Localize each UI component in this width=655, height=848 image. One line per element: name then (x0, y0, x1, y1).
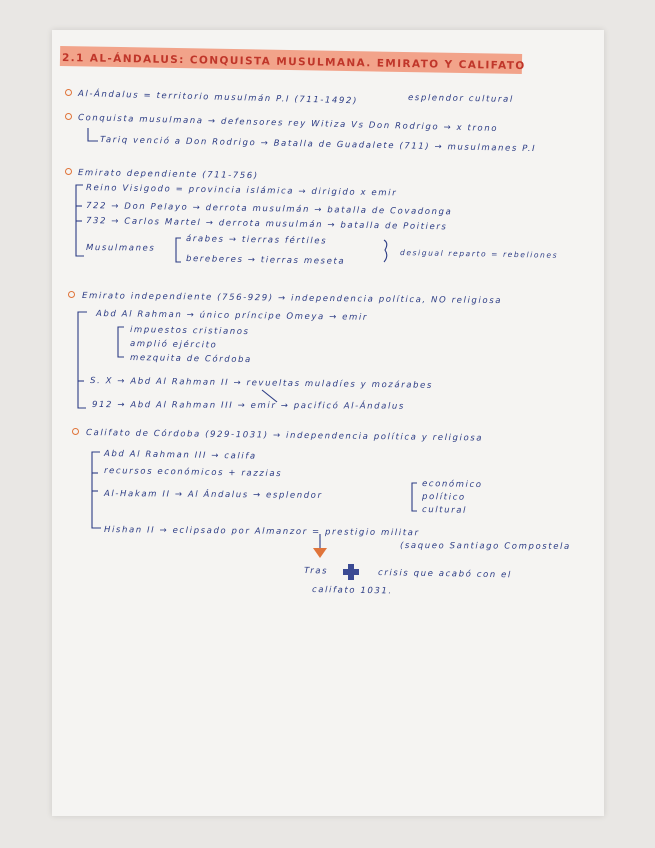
line-722: 722 → Don Pelayo → derrota musulmán → batalla de Covadonga (85, 201, 453, 218)
line-tariq: Tariq venció a Don Rodrigo → Batalla de Guadalete (711) → musulmanes P.I (99, 135, 537, 155)
section-emirato-independiente: Emirato independiente (756-929) → independencia política, NO religiosa (81, 291, 503, 307)
line-912: 912 → Abd Al Rahman III → emir → pacificó Al-Ándalus (91, 400, 405, 412)
line-conquista: Conquista musulmana → defensores rey Witiza Vs Don Rodrigo → x trono (77, 113, 499, 134)
line-al-hakam: Al-Hakam II → Al Ándalus → esplendor (103, 489, 323, 501)
bullet-icon (72, 428, 79, 435)
line-abd-al-rahman: Abd Al Rahman → único príncipe Omeya → emir (95, 309, 368, 323)
line-desigual: desigual reparto = rebeliones (399, 248, 559, 260)
plus-icon (342, 563, 360, 581)
line-mezquita: mezquita de Córdoba (129, 353, 252, 366)
line-musulmanes: Musulmanes (85, 243, 156, 254)
line-califa: Abd Al Rahman III → califa (103, 449, 257, 462)
bullet-icon (68, 291, 75, 298)
line-arabes: árabes → tierras fértiles (185, 234, 328, 247)
line-recursos: recursos económicos + razzias (103, 466, 283, 480)
line-tras: Tras (303, 566, 329, 577)
section-emirato-dependiente: Emirato dependiente (711-756) (77, 168, 259, 182)
line-reino-visigodo: Reino Visigodo = provincia islámica → dirigido x emir (85, 183, 398, 199)
line-ejercito: amplió ejército (129, 339, 218, 351)
bullet-icon (65, 168, 72, 175)
bullet-icon (65, 89, 72, 96)
line-732: 732 → Carlos Martel → derrota musulmán → batalla de Poitiers (85, 216, 448, 233)
line-sx: S. X → Abd Al Rahman II → revueltas muladíes y mozárabes (89, 376, 433, 391)
line-al-andalus: Al-Ándalus = territorio musulmán P.I (711-1492) (77, 89, 359, 107)
line-hishan: Hishan II → eclipsado por Almanzor = prestigio militar (103, 525, 420, 539)
section-califato: Califato de Córdoba (929-1031) → independencia política y religiosa (85, 428, 484, 444)
line-cultural: cultural (421, 505, 468, 516)
line-impuestos: impuestos cristianos (129, 325, 250, 338)
line-politico: político (421, 492, 466, 503)
line-economico: económico (421, 479, 483, 491)
bullet-icon (65, 113, 72, 120)
line-esplendor: esplendor cultural (407, 93, 514, 105)
page-title: 2.1 AL-ÁNDALUS: CONQUISTA MUSULMANA. EMIRATO Y CALIFATO (61, 52, 526, 73)
line-califato-1031: califato 1031. (311, 585, 393, 597)
line-saqueo: (saqueo Santiago Compostela (399, 541, 571, 552)
line-crisis: crisis que acabó con el (377, 568, 512, 581)
line-bereberes: bereberes → tierras meseta (185, 254, 346, 267)
